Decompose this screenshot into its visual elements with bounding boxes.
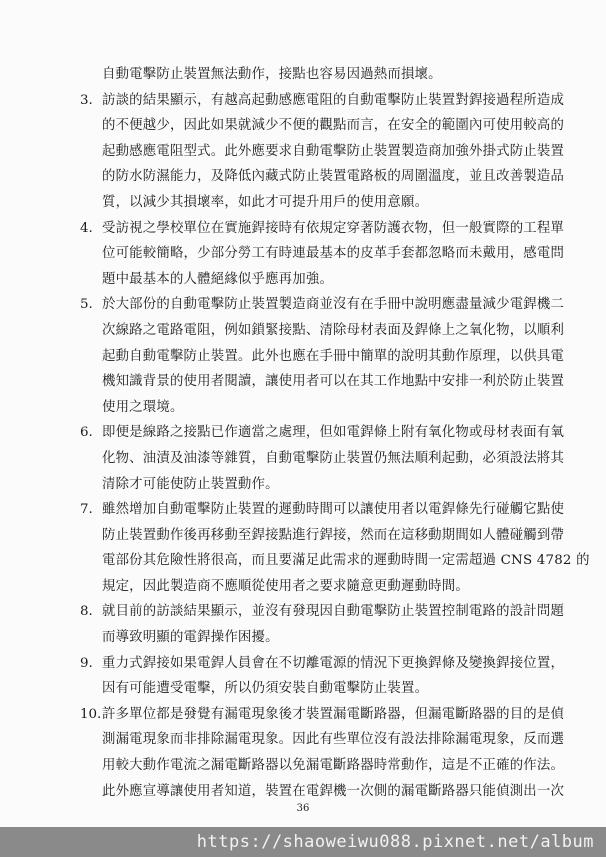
item-number: 4. xyxy=(80,220,93,236)
text-line: 次線路之電路電阻，例如鎖緊接點、清除母材表面及銲條上之氧化物，以順利 xyxy=(102,322,565,338)
item-number: 3. xyxy=(80,92,93,108)
text-line: 化物、油漬及油漆等雜質，自動電擊防止裝置仍無法順利起動，必須設法將其 xyxy=(102,450,565,466)
text-line: 重力式銲接如果電銲人員會在不切離電源的情況下更換銲條及變換銲接位置， xyxy=(102,655,565,671)
text-line: 即便是線路之接點已作適當之處理，但如電銲條上附有氧化物或母材表面有氧 xyxy=(102,425,565,441)
text-line: 訪談的結果顯示，有越高起動感應電阻的自動電擊防止裝置對銲接過程所造成 xyxy=(102,92,565,108)
item-number: 9. xyxy=(80,655,93,671)
text-line: 因有可能遭受電擊，所以仍須安裝自動電擊防止裝置。 xyxy=(102,681,429,697)
text-line: 雖然增加自動電擊防止裝置的遲動時間可以讓使用者以電銲條先行碰觸它點使 xyxy=(102,502,565,518)
text-line: 的防水防濕能力，及降低內藏式防止裝置電路板的周圍溫度，並且改善製造品 xyxy=(102,169,565,185)
watermark-bar xyxy=(0,827,606,857)
text-line: 就目前的訪談結果顯示，並沒有發現因自動電擊防止裝置控制電路的設計問題 xyxy=(102,604,565,620)
text-line: 起動自動電擊防止裝置。此外也應在手冊中簡單的說明其動作原理，以供具電 xyxy=(102,348,565,364)
text-line: 於大部份的自動電擊防止裝置製造商並沒有在手冊中說明應盡量減少電銲機二 xyxy=(102,297,565,313)
list-item xyxy=(80,88,565,216)
text-line: 測漏電現象而非排除漏電現象。因此有些單位沒有設法排除漏電現象，反而選 xyxy=(102,732,565,748)
numbered-list xyxy=(80,88,590,805)
item-text xyxy=(102,599,565,650)
list-item xyxy=(80,651,565,702)
item-number: 8. xyxy=(80,604,93,620)
list-item xyxy=(80,702,565,804)
text-line: 使用之環境。 xyxy=(102,399,184,415)
text-line: 而導致明顯的電銲操作困擾。 xyxy=(102,630,279,646)
item-text xyxy=(102,216,565,293)
item-text xyxy=(102,651,565,702)
text-line: 許多單位都是發覺有漏電現象後才裝置漏電斷路器，但漏電斷路器的目的是偵 xyxy=(102,706,565,722)
text-line: 起動感應電阻型式。此外應要求自動電擊防止裝置製造商加強外掛式防止裝置 xyxy=(102,143,565,159)
text-line: 質，以減少其損壞率，如此才可提升用戶的使用意願。 xyxy=(102,194,429,210)
page-content xyxy=(80,62,590,804)
text-line: 防止裝置動作後再移動至銲接點進行銲接，然而在這移動期間如人體碰觸到帶 xyxy=(102,527,565,543)
text-line: 用較大動作電流之漏電斷路器以免漏電斷路器時常動作，這是不正確的作法。 xyxy=(102,758,565,774)
item-number: 6. xyxy=(80,425,93,441)
item-text xyxy=(102,88,565,216)
item-text xyxy=(102,420,565,497)
list-item xyxy=(80,599,565,650)
item-number: 10. xyxy=(80,706,102,722)
text-line: 題中最基本的人體絕緣似乎應再加強。 xyxy=(102,271,334,287)
item-text xyxy=(102,497,590,599)
list-item xyxy=(80,420,565,497)
item-number: 5. xyxy=(80,297,93,313)
text-line: 電部份其危險性將很高，而且要滿足此需求的遲動時間一定需超過 CNS 4782 的 xyxy=(102,553,590,569)
page-number: 36 xyxy=(296,803,310,814)
list-item xyxy=(80,497,590,599)
item-text xyxy=(102,292,565,420)
list-item xyxy=(80,292,565,420)
text-line: 機知識背景的使用者閱讀，讓使用者可以在其工作地點中安排一利於防止裝置 xyxy=(102,374,565,390)
text-line: 受訪視之學校單位在實施銲接時有依規定穿著防護衣物，但一般實際的工程單 xyxy=(102,220,565,236)
item-text xyxy=(102,702,565,804)
watermark-url: https://shaoweiwu088.pixnet.net/album xyxy=(196,832,594,852)
text-line: 規定，因此製造商不應順從使用者之要求隨意更動遲動時間。 xyxy=(102,578,469,594)
continuation-line: 自動電擊防止裝置無法動作，接點也容易因過熱而損壞。 xyxy=(102,67,442,82)
text-line: 清除才可能使防止裝置動作。 xyxy=(102,476,279,492)
text-line: 此外應宣導讓使用者知道，裝置在電銲機一次側的漏電斷路器只能偵測出一次 xyxy=(102,783,565,799)
list-item xyxy=(80,216,565,293)
text-line: 位可能較簡略，少部分勞工有時連最基本的皮革手套都忽略而未戴用，感電問 xyxy=(102,246,565,262)
item-number: 7. xyxy=(80,502,93,518)
text-line: 的不便越少，因此如果就減少不便的觀點而言，在安全的範圍內可使用較高的 xyxy=(102,118,565,134)
